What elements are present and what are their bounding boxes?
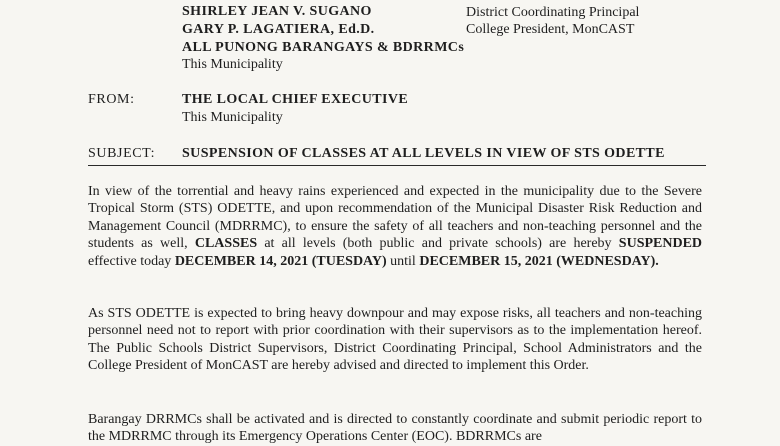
paragraph-2: As STS ODETTE is expected to bring heavy downpour and may expose risks, all teachers and non-teaching personnel need not to report with prior coordination with their supervisors as to the implementation hereof. The Public Schools District Supervisors, District Coordinating Principal, School Administrators and the College President of MonCAST are hereby advised and directed to implement this Order. [88,306,702,374]
from-location: This Municipality [182,110,283,125]
from-sender: THE LOCAL CHIEF EXECUTIVE [182,92,409,107]
p1-text-3: effective today [88,253,172,269]
p1-bold-end-date: DECEMBER 15, 2021 (WEDNESDAY). [419,253,659,269]
position-1: District Coordinating Principal [466,5,640,20]
p1-text-2: at all levels (both public and private schools) are hereby [264,236,612,252]
recipient-location: This Municipality [182,57,283,72]
recipient-2: GARY P. LAGATIERA, Ed.D. [182,22,375,37]
p1-text-1: In view of the torrential and heavy rains experienced and expected in the municipality due to the Severe Tropical Storm (STS) ODETTE, and upon recommendation of the Municipal Disaster Risk Reduction and Management Council (MDRRMC), to ensure the safety of all teachers and non-teaching personnel and the students as well, [88,184,702,252]
p1-text-4: until [390,253,416,269]
position-2: College President, MonCAST [466,22,635,37]
paragraph-3: Barangay DRRMCs shall be activated and is directed to constantly coordinate and submit periodic report to the MDRRMC through its Emergency Operations Center (EOC). BDRRMCs are [88,412,702,445]
subject-text: SUSPENSION OF CLASSES AT ALL LEVELS IN VIEW OF STS ODETTE [182,146,665,161]
from-label: FROM: [88,92,135,107]
p1-bold-suspended: SUSPENDED [618,236,703,252]
subject-divider [88,165,706,166]
recipient-1: SHIRLEY JEAN V. SUGANO [182,4,372,19]
p1-bold-classes: CLASSES [194,236,258,252]
subject-label: SUBJECT: [88,146,156,161]
p1-bold-start-date: DECEMBER 14, 2021 (TUESDAY) [174,253,387,269]
paragraph-1 [88,183,702,270]
recipient-3: ALL PUNONG BARANGAYS & BDRRMCs [182,40,465,55]
